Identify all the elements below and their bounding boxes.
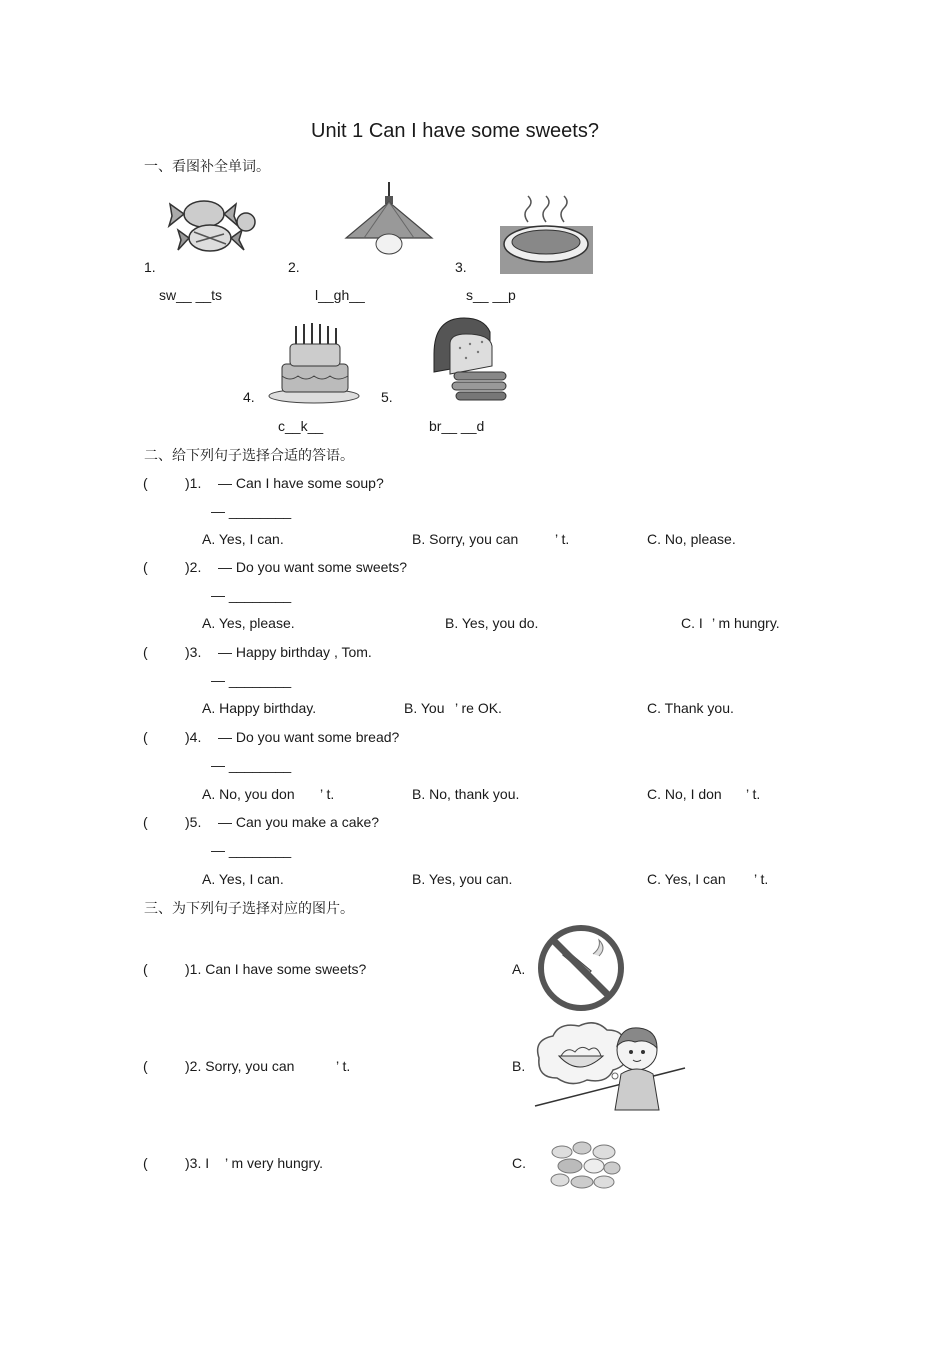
- q4-option-a-suffix: ’ t.: [320, 786, 335, 802]
- page-title: Unit 1 Can I have some sweets?: [311, 120, 599, 142]
- section3-heading: 三、为下列句子选择对应的图片。: [144, 901, 354, 917]
- bread-icon: [430, 314, 510, 402]
- q2-option-c-suffix: ’ m hungry.: [712, 615, 780, 631]
- q4-number: )4.: [185, 729, 202, 745]
- q5-number: )5.: [185, 814, 202, 830]
- q5-paren: (: [143, 814, 148, 830]
- q1-option-a: A. Yes, I can.: [202, 531, 284, 547]
- lamp-icon: [344, 182, 434, 256]
- q5-answer-blank: — ________: [211, 842, 292, 858]
- q5-option-b: B. Yes, you can.: [412, 871, 513, 887]
- q1-number: )1.: [185, 475, 202, 491]
- s3-item2-text: )2. Sorry, you can: [185, 1058, 295, 1074]
- item3-word: s__ __p: [466, 287, 516, 303]
- s3-item1-paren: (: [143, 961, 148, 977]
- s3-item3-paren: (: [143, 1155, 148, 1171]
- q3-option-c: C. Thank you.: [647, 700, 734, 716]
- q3-option-b-suffix: ’ re OK.: [455, 700, 502, 716]
- item2-number: 2.: [288, 259, 300, 275]
- s3-item3-text: )3. I: [185, 1155, 210, 1171]
- q3-question: — Happy birthday , Tom.: [218, 644, 372, 660]
- q2-answer-blank: — ________: [211, 587, 292, 603]
- q4-paren: (: [143, 729, 148, 745]
- s3-option-c-label: C.: [512, 1155, 526, 1171]
- q2-option-c: C. I: [681, 615, 703, 631]
- s3-item2-text-suffix: ’ t.: [336, 1058, 351, 1074]
- q2-paren: (: [143, 559, 148, 575]
- item4-number: 4.: [243, 389, 255, 405]
- section2-heading: 二、给下列句子选择合适的答语。: [144, 448, 354, 464]
- hungry-boy-icon: [535, 1022, 687, 1112]
- q5-question: — Can you make a cake?: [218, 814, 380, 830]
- item2-word: l__gh__: [315, 287, 365, 303]
- q1-answer-blank: — ________: [211, 503, 292, 519]
- item5-word: br__ __d: [429, 418, 485, 434]
- q4-option-b: B. No, thank you.: [412, 786, 520, 802]
- q4-option-c-suffix: ’ t.: [746, 786, 761, 802]
- s3-item2-paren: (: [143, 1058, 148, 1074]
- q2-option-b: B. Yes, you do.: [445, 615, 539, 631]
- q4-option-c: C. No, I don: [647, 786, 722, 802]
- q1-question: — Can I have some soup?: [218, 475, 384, 491]
- q3-option-b: B. You: [404, 700, 445, 716]
- q5-option-c-suffix: ’ t.: [754, 871, 769, 887]
- cake-icon: [268, 318, 361, 404]
- q1-option-b-suffix: ’ t.: [555, 531, 570, 547]
- item1-word: sw__ __ts: [159, 287, 223, 303]
- q2-number: )2.: [185, 559, 202, 575]
- s3-option-a-label: A.: [512, 961, 526, 977]
- candy-icon: [166, 192, 258, 266]
- q1-paren: (: [143, 475, 148, 491]
- q3-option-a: A. Happy birthday.: [202, 700, 317, 716]
- q3-paren: (: [143, 644, 148, 660]
- soup-bowl-icon: [500, 196, 593, 274]
- q5-option-a: A. Yes, I can.: [202, 871, 284, 887]
- q5-option-c: C. Yes, I can: [647, 871, 726, 887]
- q4-answer-blank: — ________: [211, 757, 292, 773]
- q3-number: )3.: [185, 644, 202, 660]
- q4-option-a: A. No, you don: [202, 786, 295, 802]
- q1-option-c: C. No, please.: [647, 531, 736, 547]
- q1-option-b: B. Sorry, you can: [412, 531, 519, 547]
- s3-item1-text: )1. Can I have some sweets?: [185, 961, 367, 977]
- q2-option-a: A. Yes, please.: [202, 615, 295, 631]
- sweets-pile-icon: [548, 1138, 622, 1192]
- s3-item3-text-suffix: ’ m very hungry.: [225, 1155, 324, 1171]
- item3-number: 3.: [455, 259, 467, 275]
- s3-option-b-label: B.: [512, 1058, 526, 1074]
- q4-question: — Do you want some bread?: [218, 729, 400, 745]
- q3-answer-blank: — ________: [211, 672, 292, 688]
- section1-heading: 一、看图补全单词。: [144, 159, 270, 175]
- q2-question: — Do you want some sweets?: [218, 559, 408, 575]
- no-smoking-sign-icon: [537, 924, 625, 1012]
- item1-number: 1.: [144, 259, 156, 275]
- item4-word: c__k__: [278, 418, 324, 434]
- item5-number: 5.: [381, 389, 393, 405]
